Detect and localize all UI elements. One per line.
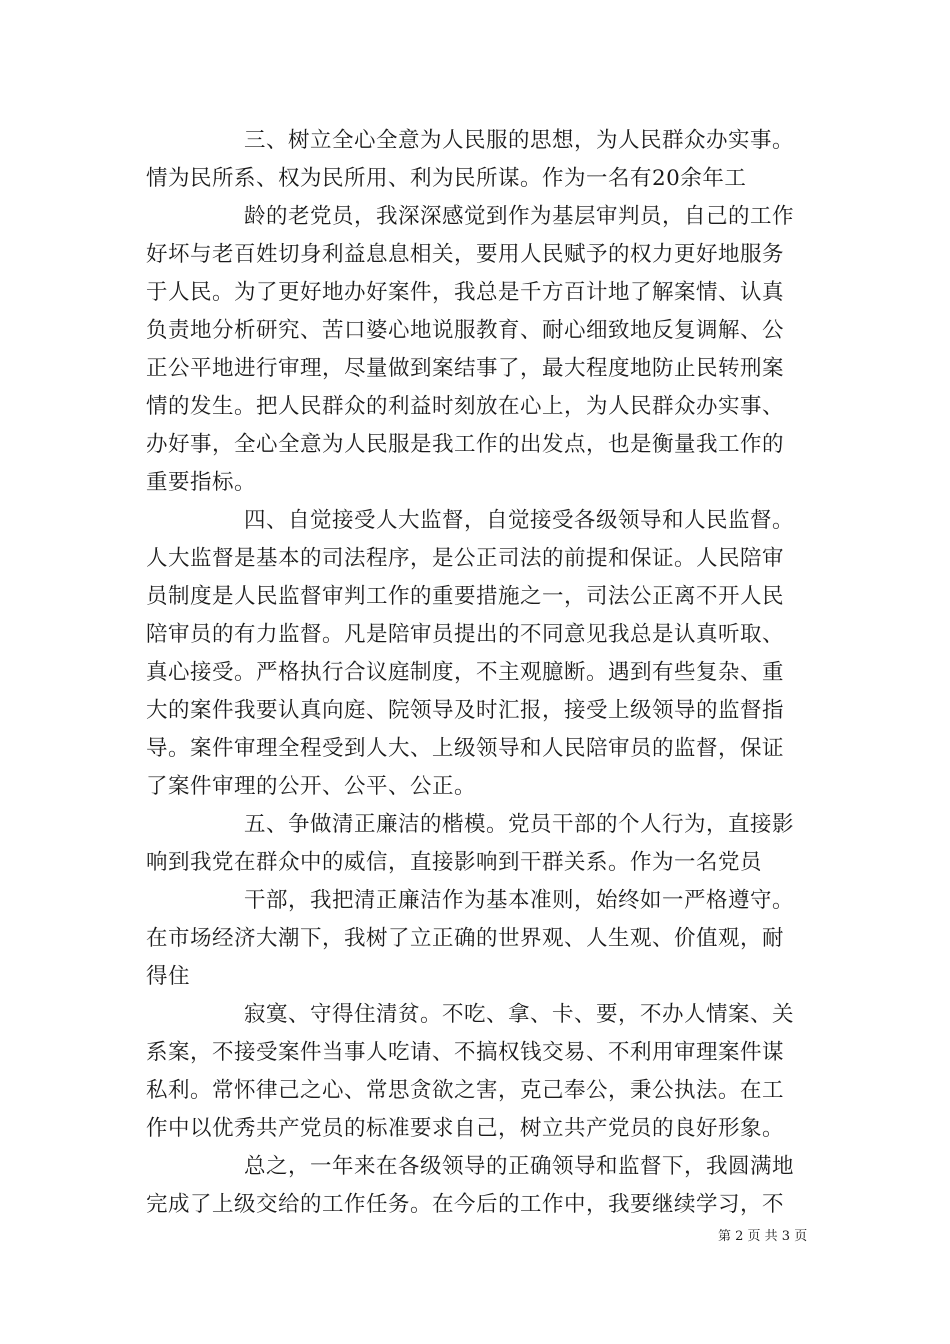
paragraph-start-line: 总之，一年来在各级领导的正确领导和监督下，我圆满地 [244, 1154, 795, 1179]
paragraph-start-line: 三、树立全心全意为人民服的思想，为人民群众办实事。 [244, 128, 795, 153]
text-line: 员制度是人民监督审判工作的重要措施之一，司法公正离不开人民 [146, 584, 785, 609]
text-line: 大的案件我要认真向庭、院领导及时汇报，接受上级领导的监督指 [146, 698, 785, 723]
document-body [146, 122, 812, 1224]
paragraph-start-line: 龄的老党员，我深深感觉到作为基层审判员，自己的工作 [244, 204, 795, 229]
text-line: 办好事，全心全意为人民服是我工作的出发点，也是衡量我工作的 [146, 432, 785, 457]
text-line: 好坏与老百姓切身利益息息相关，要用人民赋予的权力更好地服务 [146, 242, 785, 267]
text-line: 作中以优秀共产党员的标准要求自己，树立共产党员的良好形象。 [146, 1116, 785, 1141]
text-line: 情的发生。把人民群众的利益时刻放在心上，为人民群众办实事、 [146, 394, 785, 419]
text-line: 负责地分析研究、苦口婆心地说服教育、耐心细致地反复调解、公 [146, 318, 785, 343]
text-line: 完成了上级交给的工作任务。在今后的工作中，我要继续学习，不 [146, 1192, 785, 1217]
text-line: 陪审员的有力监督。凡是陪审员提出的不同意见我总是认真听取、 [146, 622, 785, 647]
page-number-footer: 第 2 页 共 3 页 [718, 1229, 808, 1244]
text-line: 正公平地进行审理，尽量做到案结事了，最大程度地防止民转刑案 [146, 356, 785, 381]
text-line: 情为民所系、权为民所用、利为民所谋。作为一名有20余年工 [146, 166, 747, 191]
text-line: 于人民。为了更好地办好案件，我总是千方百计地了解案情、认真 [146, 280, 785, 305]
text-line: 系案，不接受案件当事人吃请、不搞权钱交易、不利用审理案件谋 [146, 1040, 785, 1065]
text-line: 人大监督是基本的司法程序，是公正司法的前提和保证。人民陪审 [146, 546, 785, 571]
paragraph-start-line: 四、自觉接受人大监督，自觉接受各级领导和人民监督。 [244, 508, 795, 533]
paragraph-start-line: 干部，我把清正廉洁作为基本准则，始终如一严格遵守。 [244, 888, 795, 913]
text-line: 了案件审理的公开、公平、公正。 [146, 774, 477, 799]
text-line: 导。案件审理全程受到人大、上级领导和人民陪审员的监督，保证 [146, 736, 785, 761]
text-line: 重要指标。 [146, 470, 257, 495]
text-line: 在市场经济大潮下，我树了立正确的世界观、人生观、价值观，耐 [146, 926, 785, 951]
text-line: 响到我党在群众中的威信，直接影响到干群关系。作为一名党员 [146, 850, 763, 875]
paragraph-start-line: 寂寞、守得住清贫。不吃、拿、卡、要，不办人情案、关 [244, 1002, 795, 1027]
text-line: 真心接受。严格执行合议庭制度，不主观臆断。遇到有些复杂、重 [146, 660, 785, 685]
paragraph-start-line: 五、争做清正廉洁的楷模。党员干部的个人行为，直接影 [244, 812, 795, 837]
text-line: 私利。常怀律己之心、常思贪欲之害，克己奉公，秉公执法。在工 [146, 1078, 785, 1103]
text-line: 得住 [146, 964, 191, 989]
